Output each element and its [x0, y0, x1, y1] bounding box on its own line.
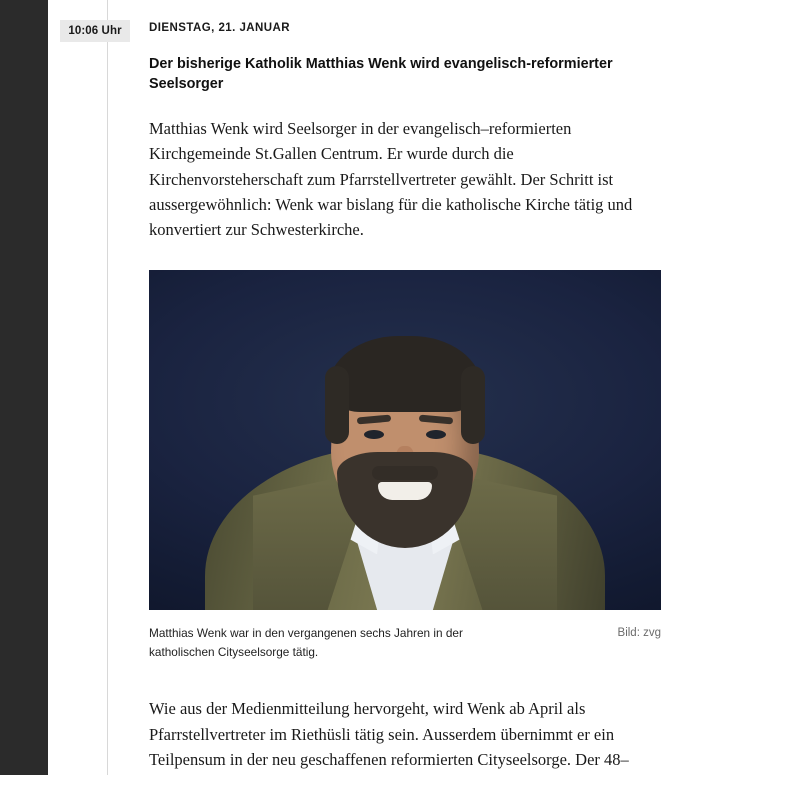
article-body-paragraph: Wie aus der Medienmitteilung hervorgeht, wird Wenk ab April als Pfarrstellvertreter im Riethüsli tätig sein. Ausserdem übernimmt er ein Teilpensum in der neu geschaffenen reformierten Cityseelsorge. Der 48– — [149, 699, 629, 770]
left-gutter — [0, 0, 48, 775]
photo-mustache — [372, 466, 438, 480]
timeline-vertical-rule — [107, 0, 108, 775]
article-lead-paragraph: Matthias Wenk wird Seelsorger in der evangelisch–reformierten Kirchgemeinde St.Gallen Centrum. Er wurde durch die Kirchenvorsteherschaft zum Pfarrstellvertreter gewählt. Der Schritt ist aussergewöhnlich: Wenk war bislang für die katholische Kirche tätig und konvertiert zur Schwesterkirche. — [149, 119, 633, 240]
figure-caption: Matthias Wenk war in den vergangenen sechs Jahren in der katholischen Cityseelsorge tätig. — [149, 626, 463, 660]
figure-credit: Bild: zvg — [617, 627, 661, 640]
photo-hair-side-right — [461, 366, 485, 444]
portrait-photo — [149, 270, 661, 610]
figure-caption-row — [149, 624, 661, 662]
photo-smile — [378, 482, 432, 500]
timestamp-badge: 10:06 Uhr — [60, 20, 130, 42]
date-label: DIENSTAG, 21. JANUAR — [149, 22, 291, 34]
article-content — [149, 0, 669, 789]
photo-hair-side-left — [325, 366, 349, 444]
article-figure — [149, 270, 661, 662]
article-headline: Der bisherige Katholik Matthias Wenk wird evangelisch-reformierter Seelsorger — [149, 56, 613, 92]
